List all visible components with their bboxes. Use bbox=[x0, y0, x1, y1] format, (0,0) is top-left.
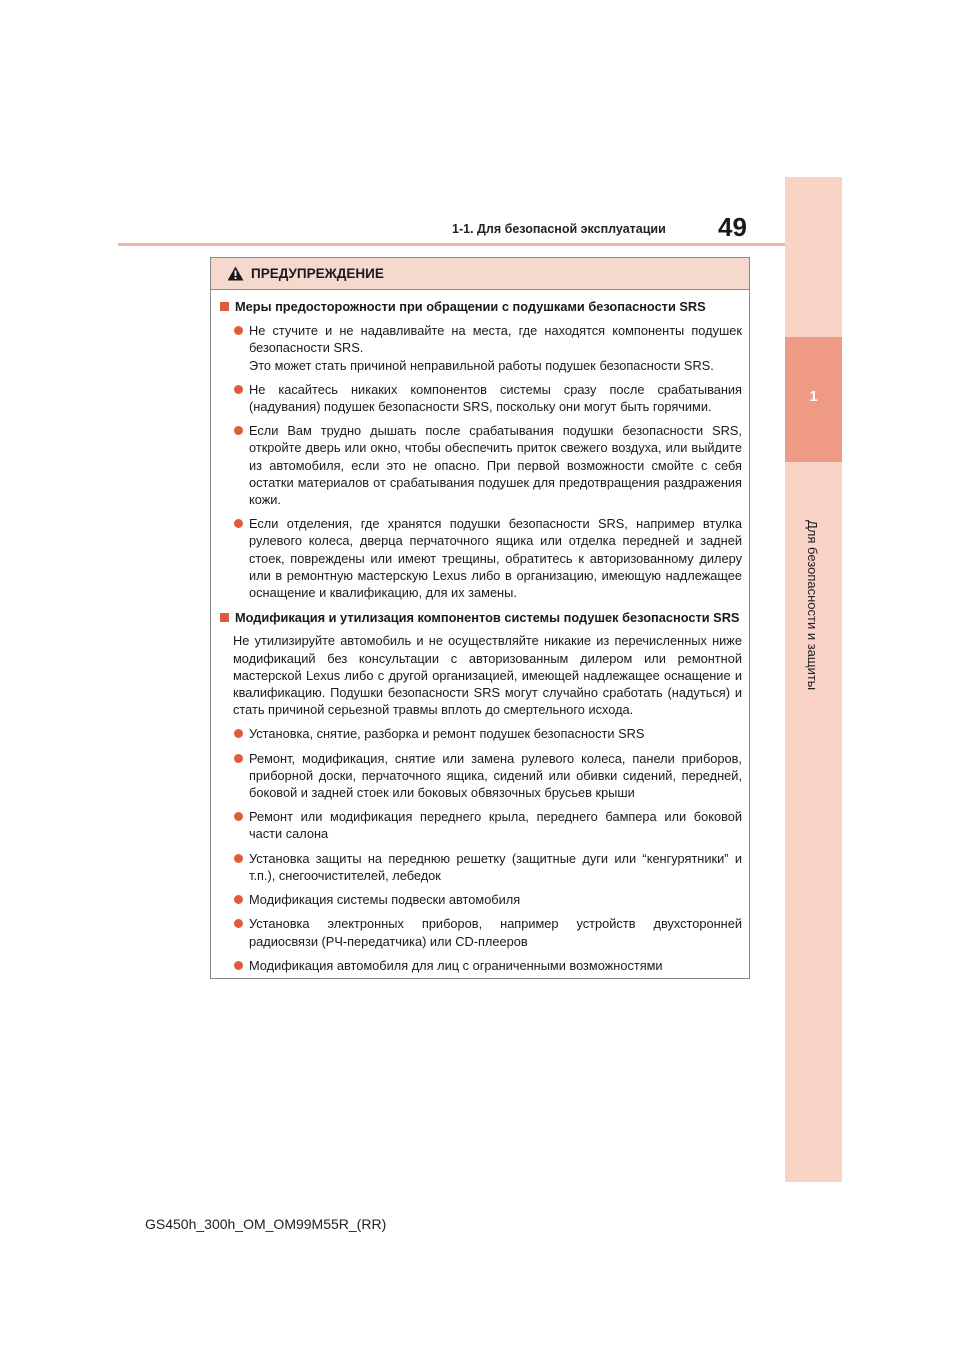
list-item bbox=[220, 750, 742, 802]
list-item bbox=[220, 381, 742, 415]
list-item-text: Установка электронных приборов, например устройств двухсторонней радиосвязи (РЧ-передатчика) или CD-плееров bbox=[249, 916, 742, 949]
header-divider bbox=[118, 243, 785, 246]
list-item bbox=[220, 725, 742, 742]
section-title: 1-1. Для безопасной эксплуатации bbox=[452, 222, 666, 236]
list-item bbox=[220, 850, 742, 884]
list-item-text: Установка защиты на переднюю решетку (защитные дуги или “кенгурятники” и т.п.), снегоочистителей, лебедок bbox=[249, 850, 742, 883]
list-item-text: Установка, снятие, разборка и ремонт подушек безопасности SRS bbox=[249, 726, 645, 742]
square-bullet-icon bbox=[220, 302, 229, 311]
document-code: GS450h_300h_OM_OM99M55R_(RR) bbox=[145, 1216, 387, 1232]
section-heading-text: Меры предосторожности при обращении с подушками безопасности SRS bbox=[235, 299, 706, 314]
list-item bbox=[220, 808, 742, 842]
warning-title: ПРЕДУПРЕЖДЕНИЕ bbox=[251, 266, 384, 281]
round-bullet-icon bbox=[234, 385, 243, 394]
round-bullet-icon bbox=[234, 961, 243, 970]
list-item-text: Ремонт или модификация переднего крыла, переднего бампера или боковой части салона bbox=[249, 809, 742, 842]
list-item bbox=[220, 915, 742, 949]
section-heading-text: Модификация и утилизация компонентов системы подушек безопасности SRS bbox=[235, 610, 740, 626]
round-bullet-icon bbox=[234, 854, 243, 863]
round-bullet-icon bbox=[234, 919, 243, 928]
list-item-text: Модификация системы подвески автомобиля bbox=[249, 892, 521, 908]
list-item-text: Ремонт, модификация, снятие или замена рулевого колеса, панели приборов, приборной доски, перчаточного ящика, сидений или обивки сидений, передней, боковой и задней стоек или боковых обвязочных брусьев крыши bbox=[249, 750, 742, 801]
warning-body bbox=[211, 290, 749, 974]
list-item-text: Если отделения, где хранятся подушки безопасности SRS, например втулка рулевого колеса, дверца перчаточного ящика или отделка передней и задней стоек, повреждены или имеют трещины, обратитесь к авторизованному дилеру или в ремонтную мастерскую Lexus либо в организацию, имеющую надлежащее оснащение и квалификацию, для их замены. bbox=[249, 516, 742, 601]
list-item bbox=[220, 322, 742, 374]
round-bullet-icon bbox=[234, 519, 243, 528]
round-bullet-icon bbox=[234, 326, 243, 335]
list-item bbox=[220, 891, 742, 908]
warning-triangle-icon bbox=[227, 266, 244, 281]
list-item-text: Не стучите и не надавливайте на места, где находятся компоненты подушек безопасности SRS. Это может стать причиной неправильной работы подушек безопасности SRS. bbox=[249, 323, 742, 373]
list-item bbox=[220, 957, 742, 974]
square-bullet-icon bbox=[220, 613, 229, 622]
round-bullet-icon bbox=[234, 754, 243, 763]
section-paragraph: Не утилизируйте автомобиль и не осуществляйте никакие из перечисленных ниже модификаций без консультации с авторизованным дилером или ремонтной мастерской Lexus либо с другой организацией, имеющей надлежащее оснащение и квалификацию. Подушки безопасности SRS могут случайно сработать (надуться) и стать причиной серьезной травмы вплоть до смертельного исхода. bbox=[233, 633, 742, 718]
chapter-number: 1 bbox=[809, 388, 818, 405]
list-item-text: Если Вам трудно дышать после срабатывания подушки безопасности SRS, откройте дверь или окно, чтобы обеспечить приток свежего воздуха, или выйдите из автомобиля, если это не опасно. При первой возможности смойте с себя остатки материалов от срабатывания подушек для предотвращения раздражения кожи. bbox=[249, 423, 742, 508]
round-bullet-icon bbox=[234, 812, 243, 821]
warning-box bbox=[210, 257, 750, 979]
chapter-title: Для безопасности и защиты bbox=[805, 520, 820, 691]
round-bullet-icon bbox=[234, 426, 243, 435]
round-bullet-icon bbox=[234, 729, 243, 738]
section-heading bbox=[220, 609, 742, 626]
round-bullet-icon bbox=[234, 895, 243, 904]
list-item-text: Не касайтесь никаких компонентов системы сразу после срабатывания (надувания) подушек безопасности SRS, поскольку они могут быть горячими. bbox=[249, 381, 742, 415]
list-item bbox=[220, 422, 742, 508]
list-item bbox=[220, 515, 742, 601]
warning-header bbox=[211, 258, 749, 290]
page-number: 49 bbox=[718, 212, 747, 242]
list-item-text: Модификация автомобиля для лиц с ограниченными возможностями bbox=[249, 957, 663, 973]
section-heading bbox=[220, 298, 742, 315]
